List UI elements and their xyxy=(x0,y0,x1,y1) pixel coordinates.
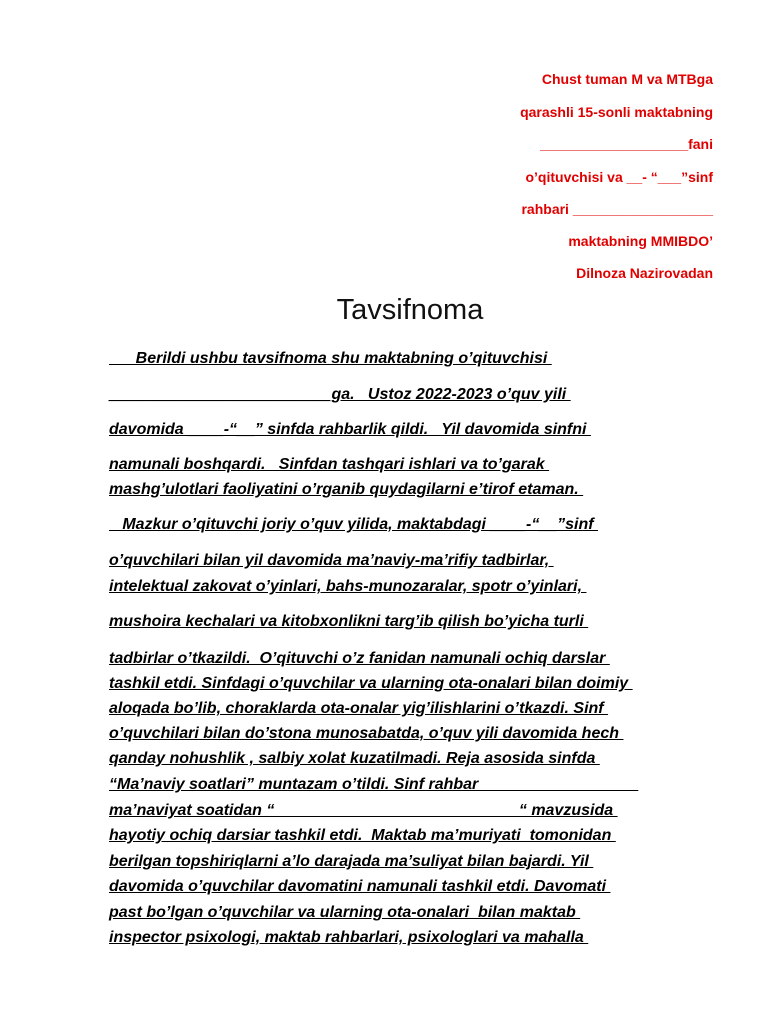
body-line: davomida o’quvchilar davomatini namunali tashkil etdi. Davomati xyxy=(109,878,611,895)
header-line: ___________________fani xyxy=(540,136,713,152)
body-line: aloqada bo’lib, choraklarda ota-onalar yig’ilishlarini o’tkazdi. Sinf xyxy=(109,700,609,717)
body-line: qanday nohushlik , salbiy xolat kuzatilmadi. Reja asosida sinfda xyxy=(109,750,600,767)
body-line: davomida ____-“__” sinfda rahbarlik qildi. Yil davomida sinfni xyxy=(109,421,591,438)
body-line: inspector psixologi, maktab rahbarlari, psixologlari va mahalla xyxy=(109,929,589,946)
body-line: mushoira kechalari va kitobxonlikni targ’ib qilish bo’yicha turli xyxy=(109,613,589,630)
header-line: Chust tuman M va MTBga xyxy=(541,71,713,87)
body-line: o’quvchilari bilan yil davomida ma’naviy-ma’rifiy tadbirlar, xyxy=(109,552,554,569)
body-line: hayotiy ochiq darsiar tashkil etdi. Maktab ma’muriyati tomonidan xyxy=(109,827,616,844)
body-line: _________________________ga. Ustoz 2022-2023 o’quv yili xyxy=(109,386,571,403)
body-line: tashkil etdi. Sinfdagi o’quvchilar va ularning ota-onalari bilan doimiy xyxy=(109,675,633,692)
body-line: Mazkur o’qituvchi joriy o’quv yilida, maktabdagi ____-“__”sinf xyxy=(109,516,599,533)
body-line: “Ma’naviy soatlari” muntazam o’tildi. Sinf rahbar xyxy=(109,776,639,793)
header-line: qarashli 15-sonli maktabning xyxy=(520,104,713,120)
body-line: namunali boshqardi. Sinfdan tashqari ishlari va to’garak xyxy=(109,456,550,473)
body-line: Berildi ushbu tavsifnoma shu maktabning o’qituvchisi xyxy=(109,350,552,367)
header-line: rahbari __________________ xyxy=(521,201,713,217)
body-line: intelektual zakovat o’yinlari, bahs-munozaralar, spotr o’yinlari, xyxy=(109,578,587,595)
document-title: Tavsifnoma xyxy=(336,294,484,326)
body-line: o’quvchilari bilan do’stona munosabatda, o’quv yili davomida hech xyxy=(109,725,624,742)
body-line: mashg’ulotlari faoliyatini o’rganib quydagilarni e’tirof etaman. xyxy=(109,481,584,498)
header-line: Dilnoza Nazirovadan xyxy=(576,265,713,281)
body-line: berilgan topshiriqlarni a’lo darajada ma’suliyat bilan bajardi. Yil xyxy=(109,853,594,870)
body-line: ma’naviyat soatidan “ “ mavzusida xyxy=(109,802,618,819)
header-line: o’qituvchisi va __- “___”sinf xyxy=(525,169,713,185)
header-line: maktabning MMIBDO’ xyxy=(568,233,713,249)
body-line: tadbirlar o’tkazildi. O’qituvchi o’z fanidan namunali ochiq darslar xyxy=(109,650,610,667)
body-line: past bo’lgan o’quvchilar va ularning ota-onalari bilan maktab xyxy=(109,904,581,921)
